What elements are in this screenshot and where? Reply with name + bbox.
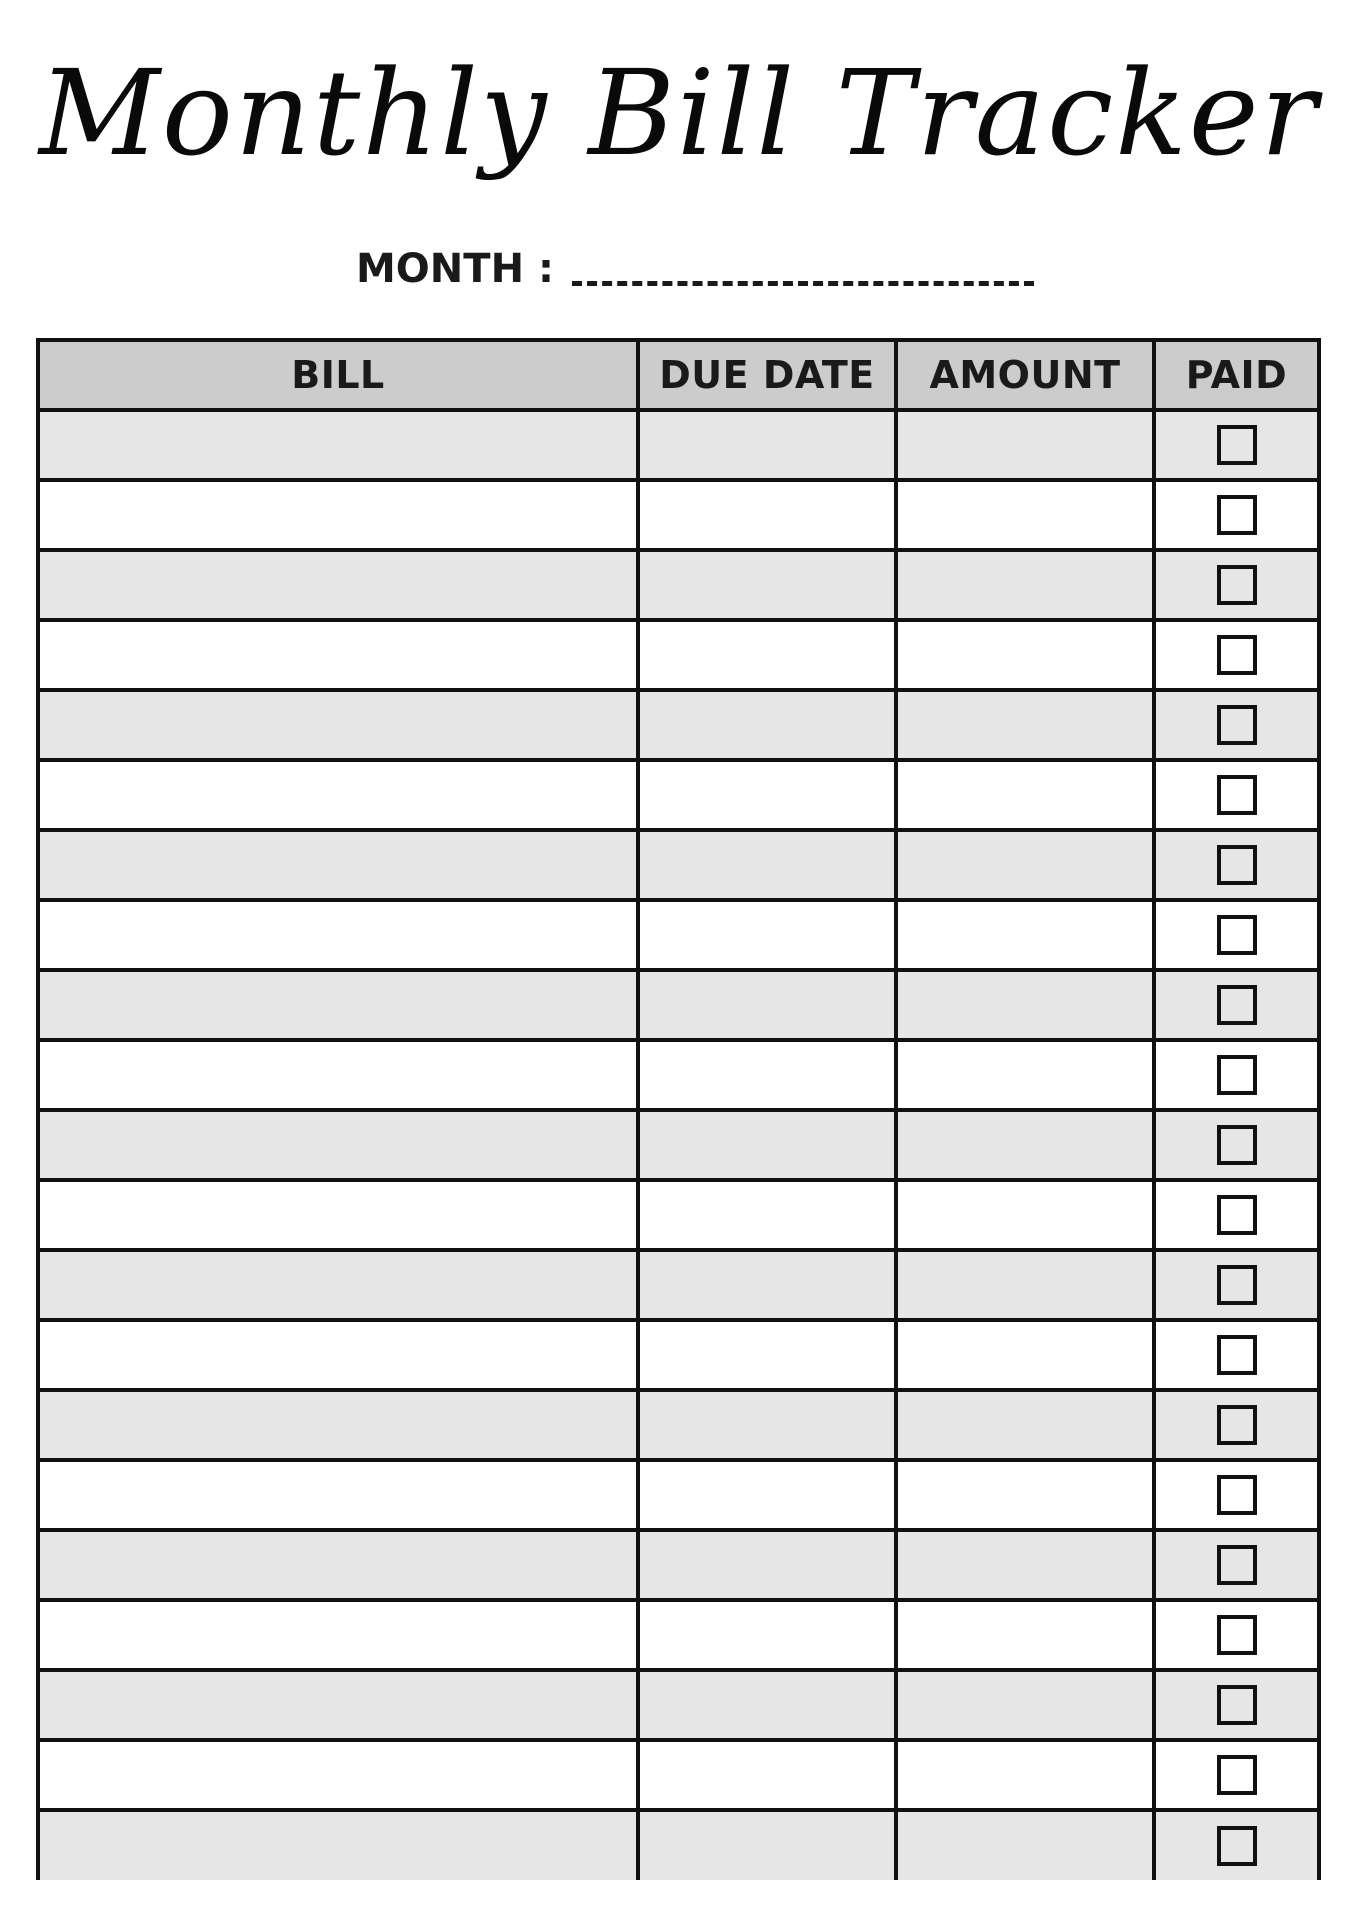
paid-checkbox[interactable] xyxy=(1217,705,1257,745)
paid-checkbox[interactable] xyxy=(1217,915,1257,955)
amount-cell[interactable] xyxy=(898,1182,1156,1248)
bill-cell[interactable] xyxy=(40,1462,640,1528)
due-date-cell[interactable] xyxy=(640,1322,898,1388)
paid-cell xyxy=(1156,1462,1317,1528)
table-row xyxy=(40,1532,1317,1602)
bill-cell[interactable] xyxy=(40,972,640,1038)
paid-cell xyxy=(1156,552,1317,618)
due-date-cell[interactable] xyxy=(640,1042,898,1108)
paid-cell xyxy=(1156,832,1317,898)
due-date-cell[interactable] xyxy=(640,1462,898,1528)
paid-checkbox[interactable] xyxy=(1217,1685,1257,1725)
due-date-cell[interactable] xyxy=(640,1112,898,1178)
bill-cell[interactable] xyxy=(40,762,640,828)
paid-checkbox[interactable] xyxy=(1217,1755,1257,1795)
bill-tracker-table xyxy=(36,338,1321,1880)
amount-cell[interactable] xyxy=(898,1462,1156,1528)
amount-cell[interactable] xyxy=(898,762,1156,828)
table-row xyxy=(40,1462,1317,1532)
paid-checkbox[interactable] xyxy=(1217,1405,1257,1445)
table-row xyxy=(40,902,1317,972)
due-date-cell[interactable] xyxy=(640,482,898,548)
month-label: MONTH : xyxy=(356,246,554,292)
paid-cell xyxy=(1156,412,1317,478)
due-date-cell[interactable] xyxy=(640,552,898,618)
paid-cell xyxy=(1156,1182,1317,1248)
amount-cell[interactable] xyxy=(898,1602,1156,1668)
month-field xyxy=(356,246,1034,292)
bill-cell[interactable] xyxy=(40,1742,640,1808)
paid-checkbox[interactable] xyxy=(1217,985,1257,1025)
bill-cell[interactable] xyxy=(40,1602,640,1668)
table-row xyxy=(40,622,1317,692)
bill-cell[interactable] xyxy=(40,832,640,898)
due-date-cell[interactable] xyxy=(640,692,898,758)
amount-cell[interactable] xyxy=(898,552,1156,618)
table-row xyxy=(40,482,1317,552)
paid-checkbox[interactable] xyxy=(1217,1545,1257,1585)
table-row xyxy=(40,1182,1317,1252)
amount-cell[interactable] xyxy=(898,1812,1156,1880)
table-row xyxy=(40,1322,1317,1392)
due-date-cell[interactable] xyxy=(640,832,898,898)
bill-cell[interactable] xyxy=(40,622,640,688)
paid-cell xyxy=(1156,972,1317,1038)
amount-cell[interactable] xyxy=(898,482,1156,548)
amount-cell[interactable] xyxy=(898,622,1156,688)
amount-cell[interactable] xyxy=(898,1042,1156,1108)
bill-cell[interactable] xyxy=(40,1392,640,1458)
bill-cell[interactable] xyxy=(40,1112,640,1178)
table-row xyxy=(40,1602,1317,1672)
paid-checkbox[interactable] xyxy=(1217,1615,1257,1655)
paid-cell xyxy=(1156,1252,1317,1318)
bill-cell[interactable] xyxy=(40,1182,640,1248)
paid-cell xyxy=(1156,1672,1317,1738)
bill-cell[interactable] xyxy=(40,1672,640,1738)
bill-cell[interactable] xyxy=(40,412,640,478)
paid-checkbox[interactable] xyxy=(1217,1826,1257,1866)
bill-cell[interactable] xyxy=(40,1042,640,1108)
table-row xyxy=(40,412,1317,482)
paid-cell xyxy=(1156,762,1317,828)
amount-cell[interactable] xyxy=(898,902,1156,968)
amount-cell[interactable] xyxy=(898,1742,1156,1808)
table-row xyxy=(40,972,1317,1042)
paid-checkbox[interactable] xyxy=(1217,565,1257,605)
amount-cell[interactable] xyxy=(898,1532,1156,1598)
column-header-amount: AMOUNT xyxy=(898,342,1156,408)
paid-cell xyxy=(1156,1742,1317,1808)
paid-cell xyxy=(1156,902,1317,968)
paid-cell xyxy=(1156,622,1317,688)
table-row xyxy=(40,552,1317,622)
paid-cell xyxy=(1156,1322,1317,1388)
due-date-cell[interactable] xyxy=(640,1252,898,1318)
paid-cell xyxy=(1156,1812,1317,1880)
amount-cell[interactable] xyxy=(898,1392,1156,1458)
table-row xyxy=(40,1252,1317,1322)
amount-cell[interactable] xyxy=(898,1252,1156,1318)
due-date-cell[interactable] xyxy=(640,1532,898,1598)
table-row xyxy=(40,762,1317,832)
bill-cell[interactable] xyxy=(40,552,640,618)
bill-cell[interactable] xyxy=(40,902,640,968)
paid-checkbox[interactable] xyxy=(1217,1475,1257,1515)
paid-cell xyxy=(1156,482,1317,548)
paid-cell xyxy=(1156,1392,1317,1458)
column-header-due-date: DUE DATE xyxy=(640,342,898,408)
amount-cell[interactable] xyxy=(898,832,1156,898)
due-date-cell[interactable] xyxy=(640,622,898,688)
table-row xyxy=(40,1742,1317,1812)
table-row xyxy=(40,1812,1317,1880)
paid-cell xyxy=(1156,1112,1317,1178)
due-date-cell[interactable] xyxy=(640,412,898,478)
due-date-cell[interactable] xyxy=(640,1672,898,1738)
table-row xyxy=(40,1392,1317,1462)
amount-cell[interactable] xyxy=(898,1322,1156,1388)
paid-checkbox[interactable] xyxy=(1217,635,1257,675)
amount-cell[interactable] xyxy=(898,972,1156,1038)
bill-cell[interactable] xyxy=(40,1252,640,1318)
due-date-cell[interactable] xyxy=(640,1392,898,1458)
paid-cell xyxy=(1156,692,1317,758)
paid-checkbox[interactable] xyxy=(1217,1125,1257,1165)
paid-checkbox[interactable] xyxy=(1217,425,1257,465)
paid-checkbox[interactable] xyxy=(1217,1265,1257,1305)
due-date-cell[interactable] xyxy=(640,972,898,1038)
table-row xyxy=(40,1042,1317,1112)
due-date-cell[interactable] xyxy=(640,1602,898,1668)
amount-cell[interactable] xyxy=(898,1672,1156,1738)
paid-checkbox[interactable] xyxy=(1217,1335,1257,1375)
amount-cell[interactable] xyxy=(898,1112,1156,1178)
due-date-cell[interactable] xyxy=(640,762,898,828)
table-row xyxy=(40,832,1317,902)
paid-cell xyxy=(1156,1532,1317,1598)
due-date-cell[interactable] xyxy=(640,1812,898,1880)
table-header-row xyxy=(40,342,1317,412)
due-date-cell[interactable] xyxy=(640,1742,898,1808)
paid-checkbox[interactable] xyxy=(1217,1055,1257,1095)
paid-checkbox[interactable] xyxy=(1217,775,1257,815)
table-row xyxy=(40,692,1317,762)
due-date-cell[interactable] xyxy=(640,1182,898,1248)
paid-cell xyxy=(1156,1602,1317,1668)
table-row xyxy=(40,1672,1317,1742)
table-row xyxy=(40,1112,1317,1182)
due-date-cell[interactable] xyxy=(640,902,898,968)
bill-cell[interactable] xyxy=(40,1322,640,1388)
column-header-paid: PAID xyxy=(1185,353,1288,397)
paid-checkbox[interactable] xyxy=(1217,1195,1257,1235)
month-input-line[interactable] xyxy=(572,251,1034,286)
bill-cell[interactable] xyxy=(40,1532,640,1598)
amount-cell[interactable] xyxy=(898,692,1156,758)
paid-cell xyxy=(1156,1042,1317,1108)
column-header-bill: BILL xyxy=(40,342,640,408)
bill-cell[interactable] xyxy=(40,692,640,758)
bill-cell[interactable] xyxy=(40,482,640,548)
amount-cell[interactable] xyxy=(898,412,1156,478)
page-title: Monthly Bill Tracker xyxy=(39,44,1319,182)
paid-checkbox[interactable] xyxy=(1217,495,1257,535)
paid-checkbox[interactable] xyxy=(1217,845,1257,885)
bill-cell[interactable] xyxy=(40,1812,640,1880)
